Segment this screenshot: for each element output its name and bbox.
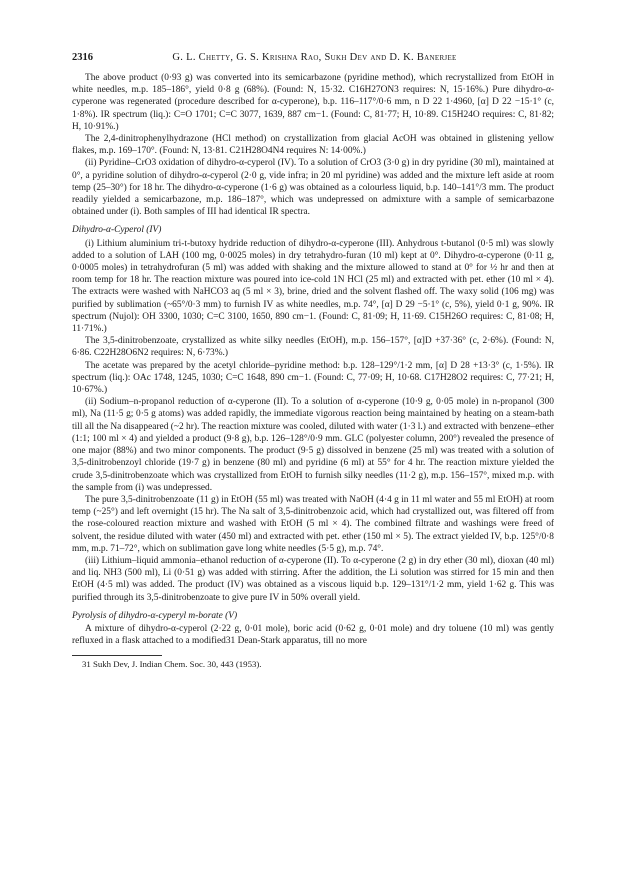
section-heading-pyrolysis: Pyrolysis of dihydro-α-cyperyl m-borate (V) xyxy=(72,610,238,621)
footnote-rule xyxy=(72,655,162,656)
paragraph-acetate: The acetate was prepared by the acetyl chloride–pyridine method: b.p. 128–129°/1·2 mm, [α] D 28 +13·3° (c, 1·5%). IR spectrum (liq.): OAc 1748, 1245, 1030; C=C 1648, 890 cm−1. (Found: C, 77·09; H, 10·68. C17H28O2 requires: C, 77·21; H, 10·67%.) xyxy=(72,360,554,396)
page-number: 2316 xyxy=(72,52,93,63)
paragraph-lah-reduction: (i) Lithium aluminium tri-t-butoxy hydride reduction of dihydro-α-cyperone (III). Anhydrous t-butanol (0·5 ml) was slowly added to a solution of LAH (100 mg, 0·0025 moles) in dry tetrahydro-furan (10 ml) kept at 0°. Dihydro-α-cyperone (0·11 g, 0·0005 moles) in tetrahydrofuran (5 ml) was added with shaking and the mixture allowed to stand at 0° for ½ hr and then at room temp for 18 hr. The reaction mixture was poured into ice-cold 1N HCl (25 ml) and extracted with pet. ether (10 ml × 4). The extracts were washed with NaHCO3 aq (5 ml × 3), brine, dried and the solvent flashed off. The waxy solid (106 mg) was purified by sublimation (~65°/0·3 mm) to furnish IV as white needles, m.p. 74°, [α] D 29 −5·1° (c, 5%), yield 0·1 g, 90%. IR spectrum (Nujol): OH 3300, 1030; C=C 3100, 1650, 890 cm−1. (Found: C, 81·09; H, 11·69. C15H26O requires: C, 81·08; H, 11·71%.) xyxy=(72,238,554,335)
paragraph-pyridine-cro3-oxidation: (ii) Pyridine–CrO3 oxidation of dihydro-α-cyperol (IV). To a solution of CrO3 (3·0 g) in dry pyridine (30 ml), maintained at 0°, a pyridine solution of dihydro-α-cyperol (2·0 g, vide infra; in 20 ml pyridine) was added and the mixture left aside at room temp (25–30°) for 18 hr. The dihydro-α-cyperone (1·6 g) was obtained as a colourless liquid, b.p. 140–141°/3 mm. The product readily yielded a semicarbazone, m.p. 186–187°, which was undepressed on admixture with a sample of semicarbazone obtained under (i). Both samples of III had identical IR spectra. xyxy=(72,158,554,218)
footnote: 31 Sukh Dev, J. Indian Chem. Soc. 30, 443 (1953). xyxy=(82,659,262,670)
journal-page xyxy=(72,52,554,882)
section-heading-dihydro-cyperol: Dihydro-α-Cyperol (IV) xyxy=(72,225,162,236)
running-header xyxy=(72,52,554,68)
paragraph-dinitrobenzoate-hydrolysis: The pure 3,5-dinitrobenzoate (11 g) in EtOH (55 ml) was treated with NaOH (4·4 g in 11 ml water and 55 ml EtOH) at room temp (~25°) and left overnight (15 hr). The Na salt of 3,5-dinitrobenzoic acid, which had crystallized out, was filtered off from the rose-coloured reaction mixture and washed with EtOH (5 ml × 4). The combined filtrate and washings were freed of solvent, the residue diluted with water (450 ml) and extracted with pet. ether (150 ml × 5). The extract yielded IV, b.p. 125°/0·8 mm, m.p. 71–72°, which on sublimation gave long white needles (5·5 g), m.p. 74°. xyxy=(72,494,554,554)
paragraph-dinitrobenzoate: The 3,5-dinitrobenzoate, crystallized as white silky needles (EtOH), m.p. 156–157°, [α]D +37·36° (c, 2·6%). (Found: N, 6·86. C22H28O6N2 requires: N, 6·73%.) xyxy=(72,336,554,359)
paragraph-sodium-propanol-reduction: (ii) Sodium–n-propanol reduction of α-cyperone (II). To a solution of α-cyperone (10·9 g, 0·05 mole) in n-propanol (300 ml), Na (11·5 g; 0·5 g atoms) was added rapidly, the immediate vigorous reaction being maintained by heating on a steam-bath till all the Na disappeared (~2 hr). The reaction mixture was cooled, diluted with water (1·3 l.) and extracted with benzene–ether (1:1; 100 ml × 4) and yielded a product (9·8 g), b.p. 126–128°/0·9 mm. GLC (polyester column, 200°) revealed the presence of one major (88%) and two minor components. The product (9·5 g) dissolved in benzene (25 ml) was treated with a solution of 3,5-dinitrobenzoyl chloride (19·7 g) in benzene (80 ml) and pyridine (6 ml) at 55° for 4 hr. The reaction mixture yielded the crude 3,5-dinitrobenzoate which was crystallized from EtOH to furnish silky needles (11·2 g), m.p. 156–157°, mixed m.p. with the sample from (i) was undepressed. xyxy=(72,397,554,493)
paragraph-dinitrophenylhydrazone: The 2,4-dinitrophenylhydrazone (HCl method) on crystallization from glacial AcOH was obtained in glistening yellow flakes, m.p. 169–170°. (Found: N, 13·81. C21H28O4N4 requires N: 14·00%.) xyxy=(72,134,554,157)
paragraph-semicarbazone: The above product (0·93 g) was converted into its semicarbazone (pyridine method), which recrystallized from EtOH in white needles, m.p. 185–186°, yield 0·8 g (68%). (Found: N, 15·32. C16H27ON3 requires: N, 15·16%.) Pure dihydro-α-cyperone was regenerated (procedure described for α-cyperone), b.p. 116–117°/0·6 mm, n D 22 1·4960, [α] D 22 −15·1° (c, 1·8%). IR spectrum (liq.): C=O 1701; C=C 3077, 1639, 887 cm−1. (Found: C, 81·77; H, 10·89. C15H24O requires: C, 81·82; H, 10·91%.) xyxy=(72,73,554,132)
running-head-authors: G. L. Chetty, G. S. Krishna Rao, Sukh Dev and D. K. Banerjee xyxy=(172,52,457,63)
paragraph-borate-pyrolysis: A mixture of dihydro-α-cyperol (2·22 g, 0·01 mole), boric acid (0·62 g, 0·01 mole) and dry toluene (10 ml) was gently refluxed in a flask attached to a modified31 Dean-Stark apparatus, till no more xyxy=(72,623,554,647)
paragraph-lithium-ammonia-reduction: (iii) Lithium–liquid ammonia–ethanol reduction of α-cyperone (II). To α-cyperone (2 g) in dry ether (30 ml), dioxan (40 ml) and liq. NH3 (500 ml), Li (0·51 g) was added with stirring. After the addition, the Li solution was stirred for 15 min and then EtOH (4·5 ml) was added. The product (IV) was obtained as a viscous liquid b.p. 129–131°/1·2 mm, yield 1·62 g. This was purified through its 3,5-dinitrobenzoate to give pure IV in 50% overall yield. xyxy=(72,555,554,603)
